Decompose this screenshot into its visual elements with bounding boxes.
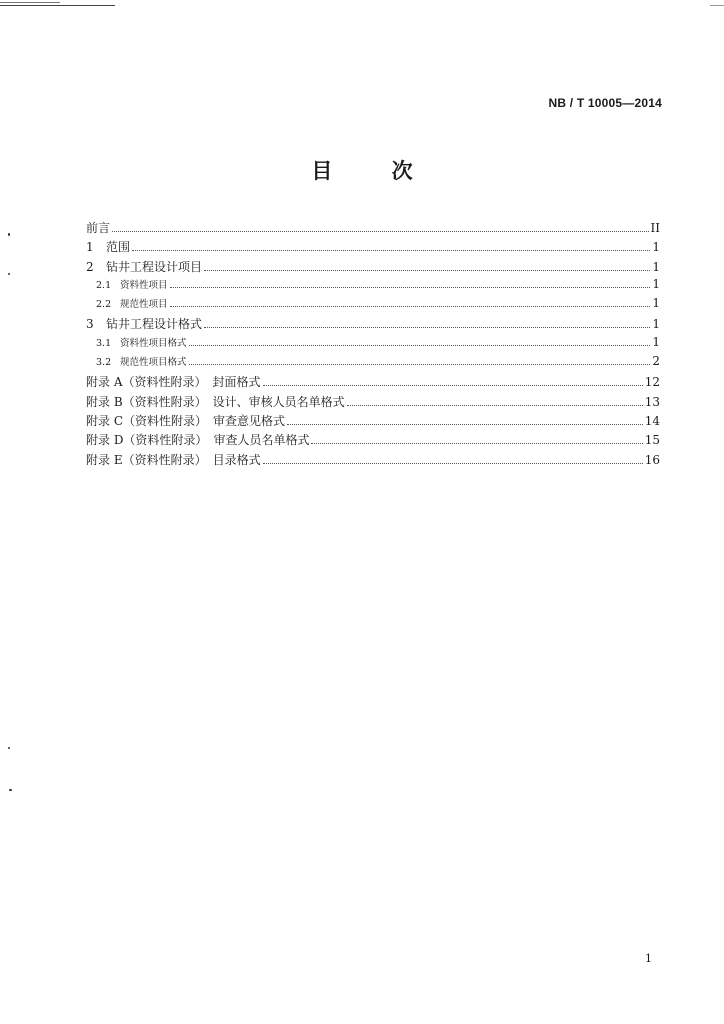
scan-speck [8, 747, 10, 749]
toc-entry-title: 附录 D（资料性附录） [86, 433, 208, 448]
toc-entry-title: 附录 A（资料性附录） [86, 375, 207, 390]
toc-dot-leader [204, 270, 650, 271]
toc-entry-label [86, 431, 309, 448]
toc-entry-label [86, 393, 345, 410]
toc-entry-page: 1 [652, 334, 660, 349]
toc-dot-leader [204, 327, 650, 328]
toc-entry-subtitle: 设计、审核人员名单格式 [212, 394, 345, 409]
toc-dot-leader [189, 364, 651, 365]
toc-entry-page: 2 [652, 354, 660, 369]
toc-entry-page: 1 [652, 276, 660, 291]
toc-entry-title: 附录 B（资料性附录） [86, 394, 207, 409]
toc-entry[interactable] [86, 373, 660, 392]
toc-entry-page: 1 [652, 259, 660, 274]
toc-entry-page: 1 [652, 317, 660, 332]
toc-dot-leader [287, 424, 643, 425]
table-of-contents [86, 219, 660, 470]
toc-entry-title: 附录 C（资料性附录） [86, 413, 207, 428]
toc-entry-number: 3.1 [96, 337, 112, 349]
toc-entry-label [86, 412, 285, 429]
toc-entry-page: 16 [644, 452, 660, 467]
toc-entry-number: 2 [86, 259, 94, 274]
toc-dot-leader [132, 250, 650, 251]
page-title: 目 次 [311, 158, 439, 183]
toc-entry-page: 13 [644, 394, 660, 409]
toc-entry[interactable] [86, 335, 660, 354]
toc-entry-label [120, 296, 168, 310]
toc-entry[interactable] [86, 238, 660, 257]
toc-entry[interactable] [86, 431, 660, 450]
toc-entry-title: 规范性项目格式 [120, 357, 187, 369]
toc-entry-title: 钻井工程设计格式 [106, 317, 203, 332]
toc-entry[interactable] [86, 296, 660, 315]
toc-entry-label [86, 373, 261, 390]
page-number: 1 [645, 952, 652, 965]
toc-entry-title: 前言 [86, 221, 111, 235]
toc-entry-title: 附录 E（资料性附录） [86, 452, 207, 467]
scan-edge-line [710, 5, 724, 6]
toc-entry-subtitle: 审查人员名单格式 [213, 433, 310, 448]
toc-dot-leader [112, 231, 649, 232]
toc-entry-page: 1 [652, 296, 660, 311]
toc-entry-subtitle: 目录格式 [212, 452, 261, 467]
toc-entry-subtitle: 封面格式 [212, 375, 261, 390]
toc-dot-leader [263, 463, 643, 464]
toc-entry[interactable] [86, 393, 660, 412]
toc-entry-number: 1 [86, 240, 94, 255]
toc-dot-leader [263, 385, 643, 386]
toc-entry-label [86, 219, 110, 236]
toc-entry-number: 3 [86, 317, 94, 332]
toc-entry-title: 钻井工程设计项目 [106, 259, 203, 274]
toc-entry-title: 资料性项目 [120, 279, 168, 291]
toc-entry-label [106, 258, 202, 275]
toc-entry-title: 资料性项目格式 [120, 337, 187, 349]
toc-entry[interactable] [86, 412, 660, 431]
toc-entry-label [120, 335, 187, 349]
toc-entry-number: 2.1 [96, 279, 112, 291]
toc-entry-page: 12 [644, 375, 660, 390]
toc-entry-page: 15 [644, 433, 660, 448]
toc-entry-label [120, 354, 187, 368]
toc-entry-page: 14 [644, 413, 660, 428]
toc-dot-leader [311, 443, 642, 444]
toc-dot-leader [189, 345, 651, 346]
toc-entry[interactable] [86, 451, 660, 470]
toc-entry-title: 规范性项目 [120, 299, 168, 311]
toc-entry[interactable] [86, 219, 660, 238]
toc-entry-label [106, 315, 202, 332]
toc-entry-page: II [650, 221, 660, 235]
toc-entry-title: 范围 [106, 240, 131, 255]
scan-speck [9, 789, 12, 791]
toc-entry[interactable] [86, 315, 660, 334]
standard-code: NB / T 10005—2014 [548, 96, 662, 110]
toc-entry[interactable] [86, 258, 660, 277]
toc-entry-number: 2.2 [96, 299, 112, 311]
toc-entry-subtitle: 审查意见格式 [213, 413, 286, 428]
toc-entry-page: 1 [652, 240, 660, 255]
toc-entry[interactable] [86, 277, 660, 296]
toc-dot-leader [347, 405, 643, 406]
scan-speck [8, 273, 10, 275]
toc-entry-label [86, 451, 261, 468]
scan-speck [8, 233, 10, 236]
toc-dot-leader [170, 287, 651, 288]
toc-entry-number: 3.2 [96, 357, 112, 369]
scan-edge-line [0, 5, 115, 6]
scan-edge-line [0, 2, 60, 3]
toc-entry[interactable] [86, 354, 660, 373]
toc-dot-leader [170, 306, 651, 307]
toc-entry-label [106, 238, 130, 255]
toc-entry-label [120, 277, 168, 291]
